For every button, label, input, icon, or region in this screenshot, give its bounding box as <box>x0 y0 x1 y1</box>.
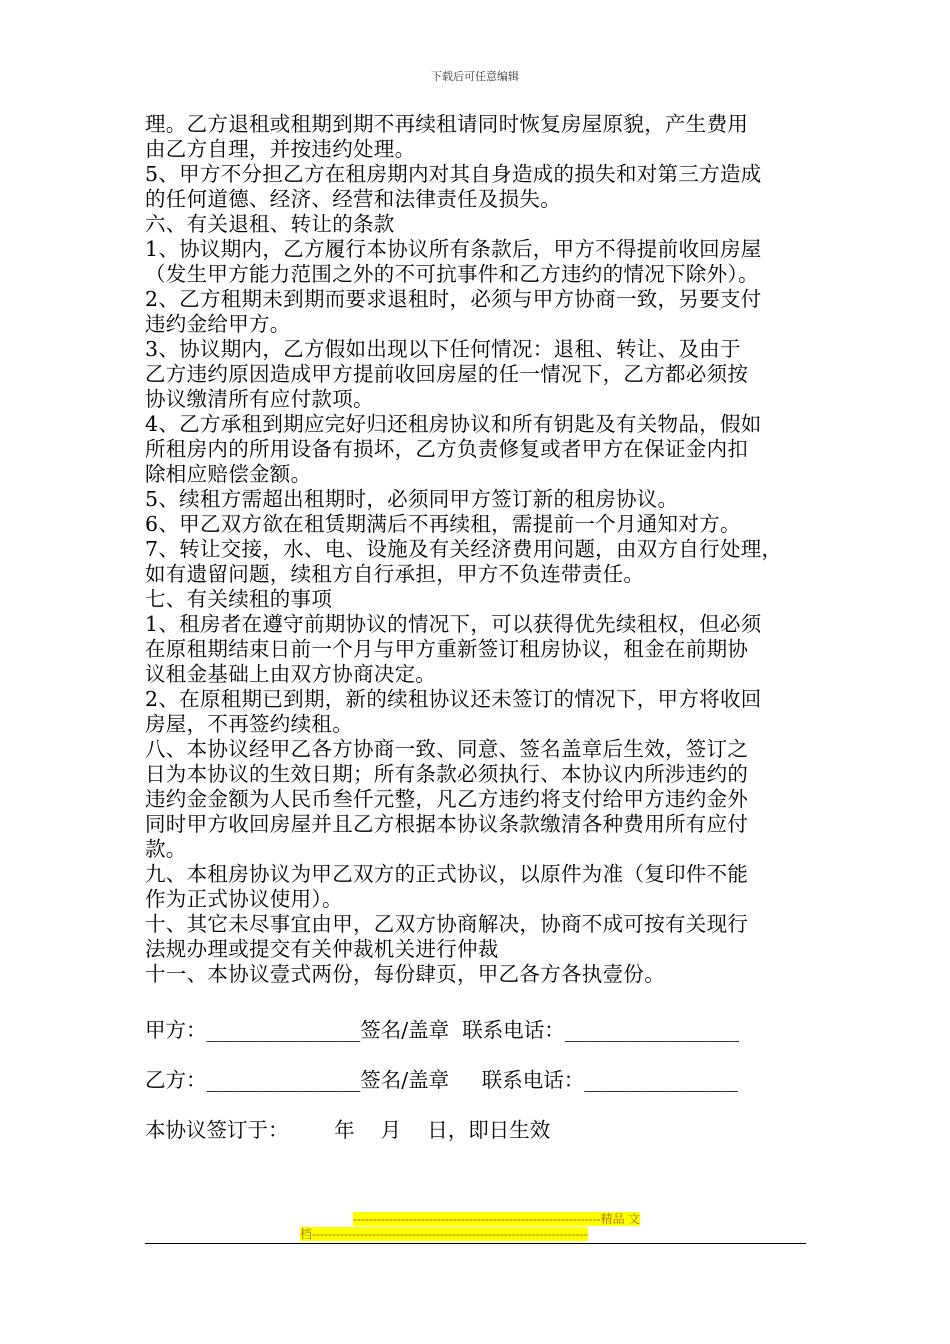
text-line: 5、甲方不分担乙方在租房期内对其自身造成的损失和对第三方造成 <box>145 162 762 186</box>
text-line: 七、有关续租的事项 <box>145 587 333 611</box>
text-line: 4、乙方承租到期应完好归还租房协议和所有钥匙及有关物品，假如 <box>145 412 762 436</box>
text-line: 九、本租房协议为甲乙双方的正式协议，以原件为准（复印件不能 <box>145 862 749 886</box>
party-b-signature-line: 乙方：_______________签名/盖章 联系电话：_______________ <box>145 1068 738 1092</box>
text-line: 日为本协议的生效日期；所有条款必须执行、本协议内所涉违约的 <box>145 762 749 786</box>
text-line: 十一、本协议壹式两份，每份肆页，甲乙各方各执壹份。 <box>145 962 665 986</box>
signing-date-line: 本协议签订于： 年 月 日，即日生效 <box>145 1118 551 1142</box>
footer-divider <box>145 1243 806 1244</box>
footer-watermark <box>300 1212 650 1242</box>
text-line: 款。 <box>145 837 187 861</box>
text-line: 议租金基础上由双方协商决定。 <box>145 662 437 686</box>
text-line: 六、有关退租、转让的条款 <box>145 212 395 236</box>
text-line: 违约金给甲方。 <box>145 312 291 336</box>
text-line: 1、租房者在遵守前期协议的情况下，可以获得优先续租权，但必须 <box>145 612 762 636</box>
text-line: （发生甲方能力范围之外的不可抗事件和乙方违约的情况下除外）。 <box>145 262 759 286</box>
text-line: 1、协议期内，乙方履行本协议所有条款后，甲方不得提前收回房屋 <box>145 237 762 261</box>
contract-body <box>145 112 810 987</box>
text-line: 在原租期结束日前一个月与甲方重新签订租房协议，租金在前期协 <box>145 637 749 661</box>
text-line: 的任何道德、经济、经营和法律责任及损失。 <box>145 187 561 211</box>
text-line: 八、本协议经甲乙各方协商一致、同意、签名盖章后生效，签订之 <box>145 737 749 761</box>
text-line: 同时甲方收回房屋并且乙方根据本协议条款缴清各种费用所有应付 <box>145 812 749 836</box>
text-line: 6、甲乙双方欲在租赁期满后不再续租，需提前一个月通知对方。 <box>145 512 741 536</box>
text-line: 违约金金额为人民币叁仟元整，凡乙方违约将支付给甲方违约金外 <box>145 787 749 811</box>
text-line: 协议缴清所有应付款项。 <box>145 387 374 411</box>
footer-line-1: --------------------------------------------------------------精品 文 <box>352 1212 640 1226</box>
text-line: 3、协议期内，乙方假如出现以下任何情况：退租、转让、及由于 <box>145 337 741 361</box>
text-line: 由乙方自理，并按违约处理。 <box>145 137 416 161</box>
party-a-signature-line: 甲方：_______________签名/盖章 联系电话：_________________ <box>145 1018 739 1042</box>
page-header: 下载后可任意编辑 <box>431 70 519 83</box>
text-line: 十、其它未尽事宜由甲，乙双方协商解决，协商不成可按有关现行 <box>145 912 749 936</box>
text-line: 除相应赔偿金额。 <box>145 462 312 486</box>
text-line: 法规办理或提交有关仲裁机关进行仲裁 <box>145 937 499 961</box>
footer-line-2: 档--------------------------------------------------------------------- <box>300 1227 588 1241</box>
text-line: 理。乙方退租或租期到期不再续租请同时恢复房屋原貌，产生费用 <box>145 112 749 136</box>
text-line: 乙方违约原因造成甲方提前收回房屋的任一情况下，乙方都必须按 <box>145 362 749 386</box>
text-line: 作为正式协议使用）。 <box>145 887 343 911</box>
text-line: 2、在原租期已到期，新的续租协议还未签订的情况下，甲方将收回 <box>145 687 762 711</box>
text-line: 5、续租方需超出租期时，必须同甲方签订新的租房协议。 <box>145 487 679 511</box>
text-line: 房屋，不再签约续租。 <box>145 712 353 736</box>
text-line: 2、乙方租期未到期而要求退租时，必须与甲方协商一致，另要支付 <box>145 287 762 311</box>
text-line: 7、转让交接，水、电、设施及有关经济费用问题，由双方自行处理， <box>145 537 783 561</box>
text-line: 所租房内的所用设备有损坏，乙方负责修复或者甲方在保证金内扣 <box>145 437 749 461</box>
text-line: 如有遗留问题，续租方自行承担，甲方不负连带责任。 <box>145 562 645 586</box>
